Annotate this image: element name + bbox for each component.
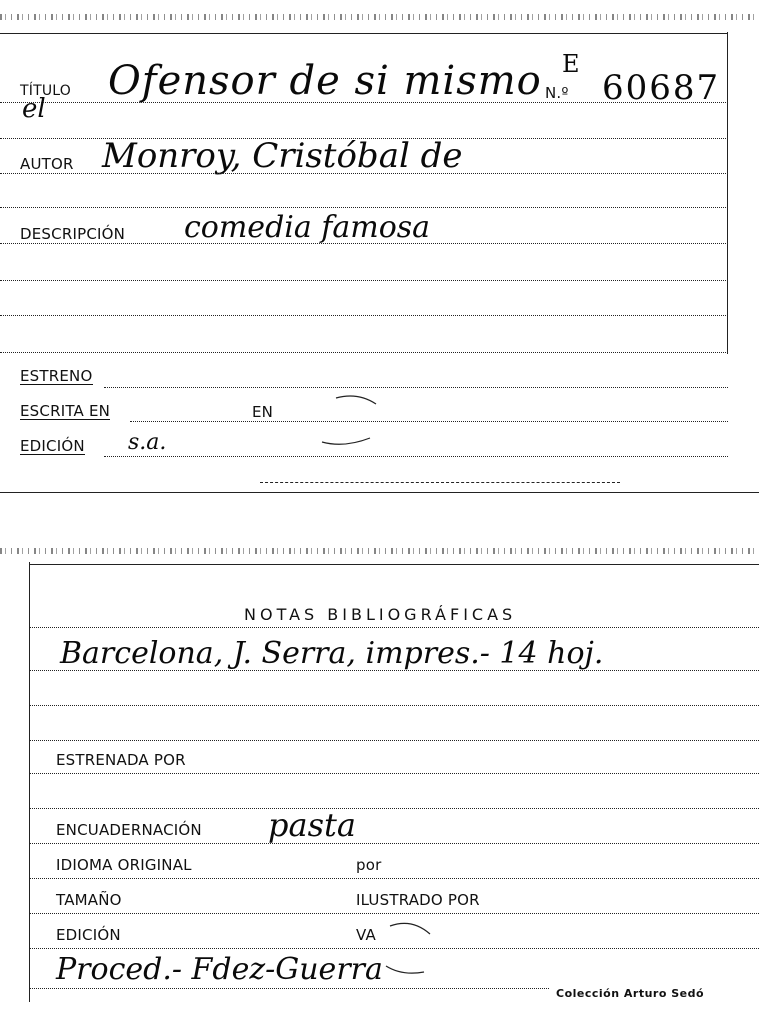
card-edge-noise	[0, 14, 759, 20]
card-separator	[0, 492, 759, 493]
card-left-border	[29, 562, 30, 1002]
estrenada-label: ESTRENADA POR	[56, 751, 186, 769]
hole-punch-mark-bottom	[380, 920, 440, 980]
number-label: N.º	[545, 84, 569, 102]
hole-punch-mark	[318, 392, 388, 452]
edicion-label: EDICIÓN	[20, 437, 85, 455]
card-bottom-edge	[260, 482, 620, 483]
edicion-value: s.a.	[128, 430, 167, 455]
number-value: 60687	[602, 68, 721, 108]
por-label: por	[356, 856, 382, 874]
estreno-line	[104, 387, 728, 388]
card-top-border	[0, 33, 728, 34]
autor-line-2	[0, 207, 728, 208]
autor-line	[0, 173, 728, 174]
proced-line	[29, 988, 549, 989]
edicion-line	[104, 456, 728, 457]
blank-line-bottom	[29, 808, 759, 809]
notas-line-3	[29, 705, 759, 706]
titulo-label: TÍTULO	[20, 83, 71, 99]
estrenada-line	[29, 773, 759, 774]
catalog-card-bottom	[0, 540, 759, 1028]
tamano-label: TAMAÑO	[56, 891, 122, 909]
encuadernacion-label: ENCUADERNACIÓN	[56, 821, 202, 839]
tamano-line	[29, 913, 759, 914]
proced-value: Proced.- Fdez-Guerra	[56, 952, 383, 987]
edicion-bottom-label: EDICIÓN	[56, 926, 121, 944]
notas-line-2	[29, 670, 759, 671]
escrita-label: ESCRITA EN	[20, 402, 111, 420]
notas-line-1	[29, 627, 759, 628]
autor-label: AUTOR	[20, 155, 74, 173]
encuadernacion-value: pasta	[268, 806, 356, 844]
estreno-label: ESTRENO	[20, 367, 93, 385]
notas-line-4	[29, 740, 759, 741]
titulo-line	[0, 102, 728, 103]
escrita-line	[130, 421, 728, 422]
notas-heading: NOTAS BIBLIOGRÁFICAS	[244, 605, 517, 624]
card-edge-noise-bottom	[0, 548, 759, 554]
titulo-prefix: el	[22, 94, 46, 124]
card-right-border	[727, 32, 728, 354]
coleccion-label: Colección Arturo Sedó	[556, 987, 705, 1000]
idioma-line	[29, 878, 759, 879]
blank-line-1	[0, 280, 728, 281]
autor-value: Monroy, Cristóbal de	[102, 136, 463, 176]
card-top-border-bottom	[29, 564, 759, 565]
descripcion-label: DESCRIPCIÓN	[20, 225, 126, 243]
en-label: EN	[252, 403, 274, 421]
blank-line-2	[0, 315, 728, 316]
descripcion-line	[0, 243, 728, 244]
descripcion-value: comedia famosa	[184, 210, 431, 245]
blank-line-3	[0, 352, 728, 353]
va-label: VA	[356, 926, 376, 944]
catalog-card-top	[0, 0, 759, 500]
titulo-value: Ofensor de si mismo	[108, 58, 542, 104]
encuadernacion-line	[29, 843, 759, 844]
number-prefix: E	[562, 50, 580, 78]
ilustrado-label: ILUSTRADO POR	[356, 891, 480, 909]
idioma-label: IDIOMA ORIGINAL	[56, 856, 192, 874]
notas-value: Barcelona, J. Serra, impres.- 14 hoj.	[60, 636, 604, 671]
